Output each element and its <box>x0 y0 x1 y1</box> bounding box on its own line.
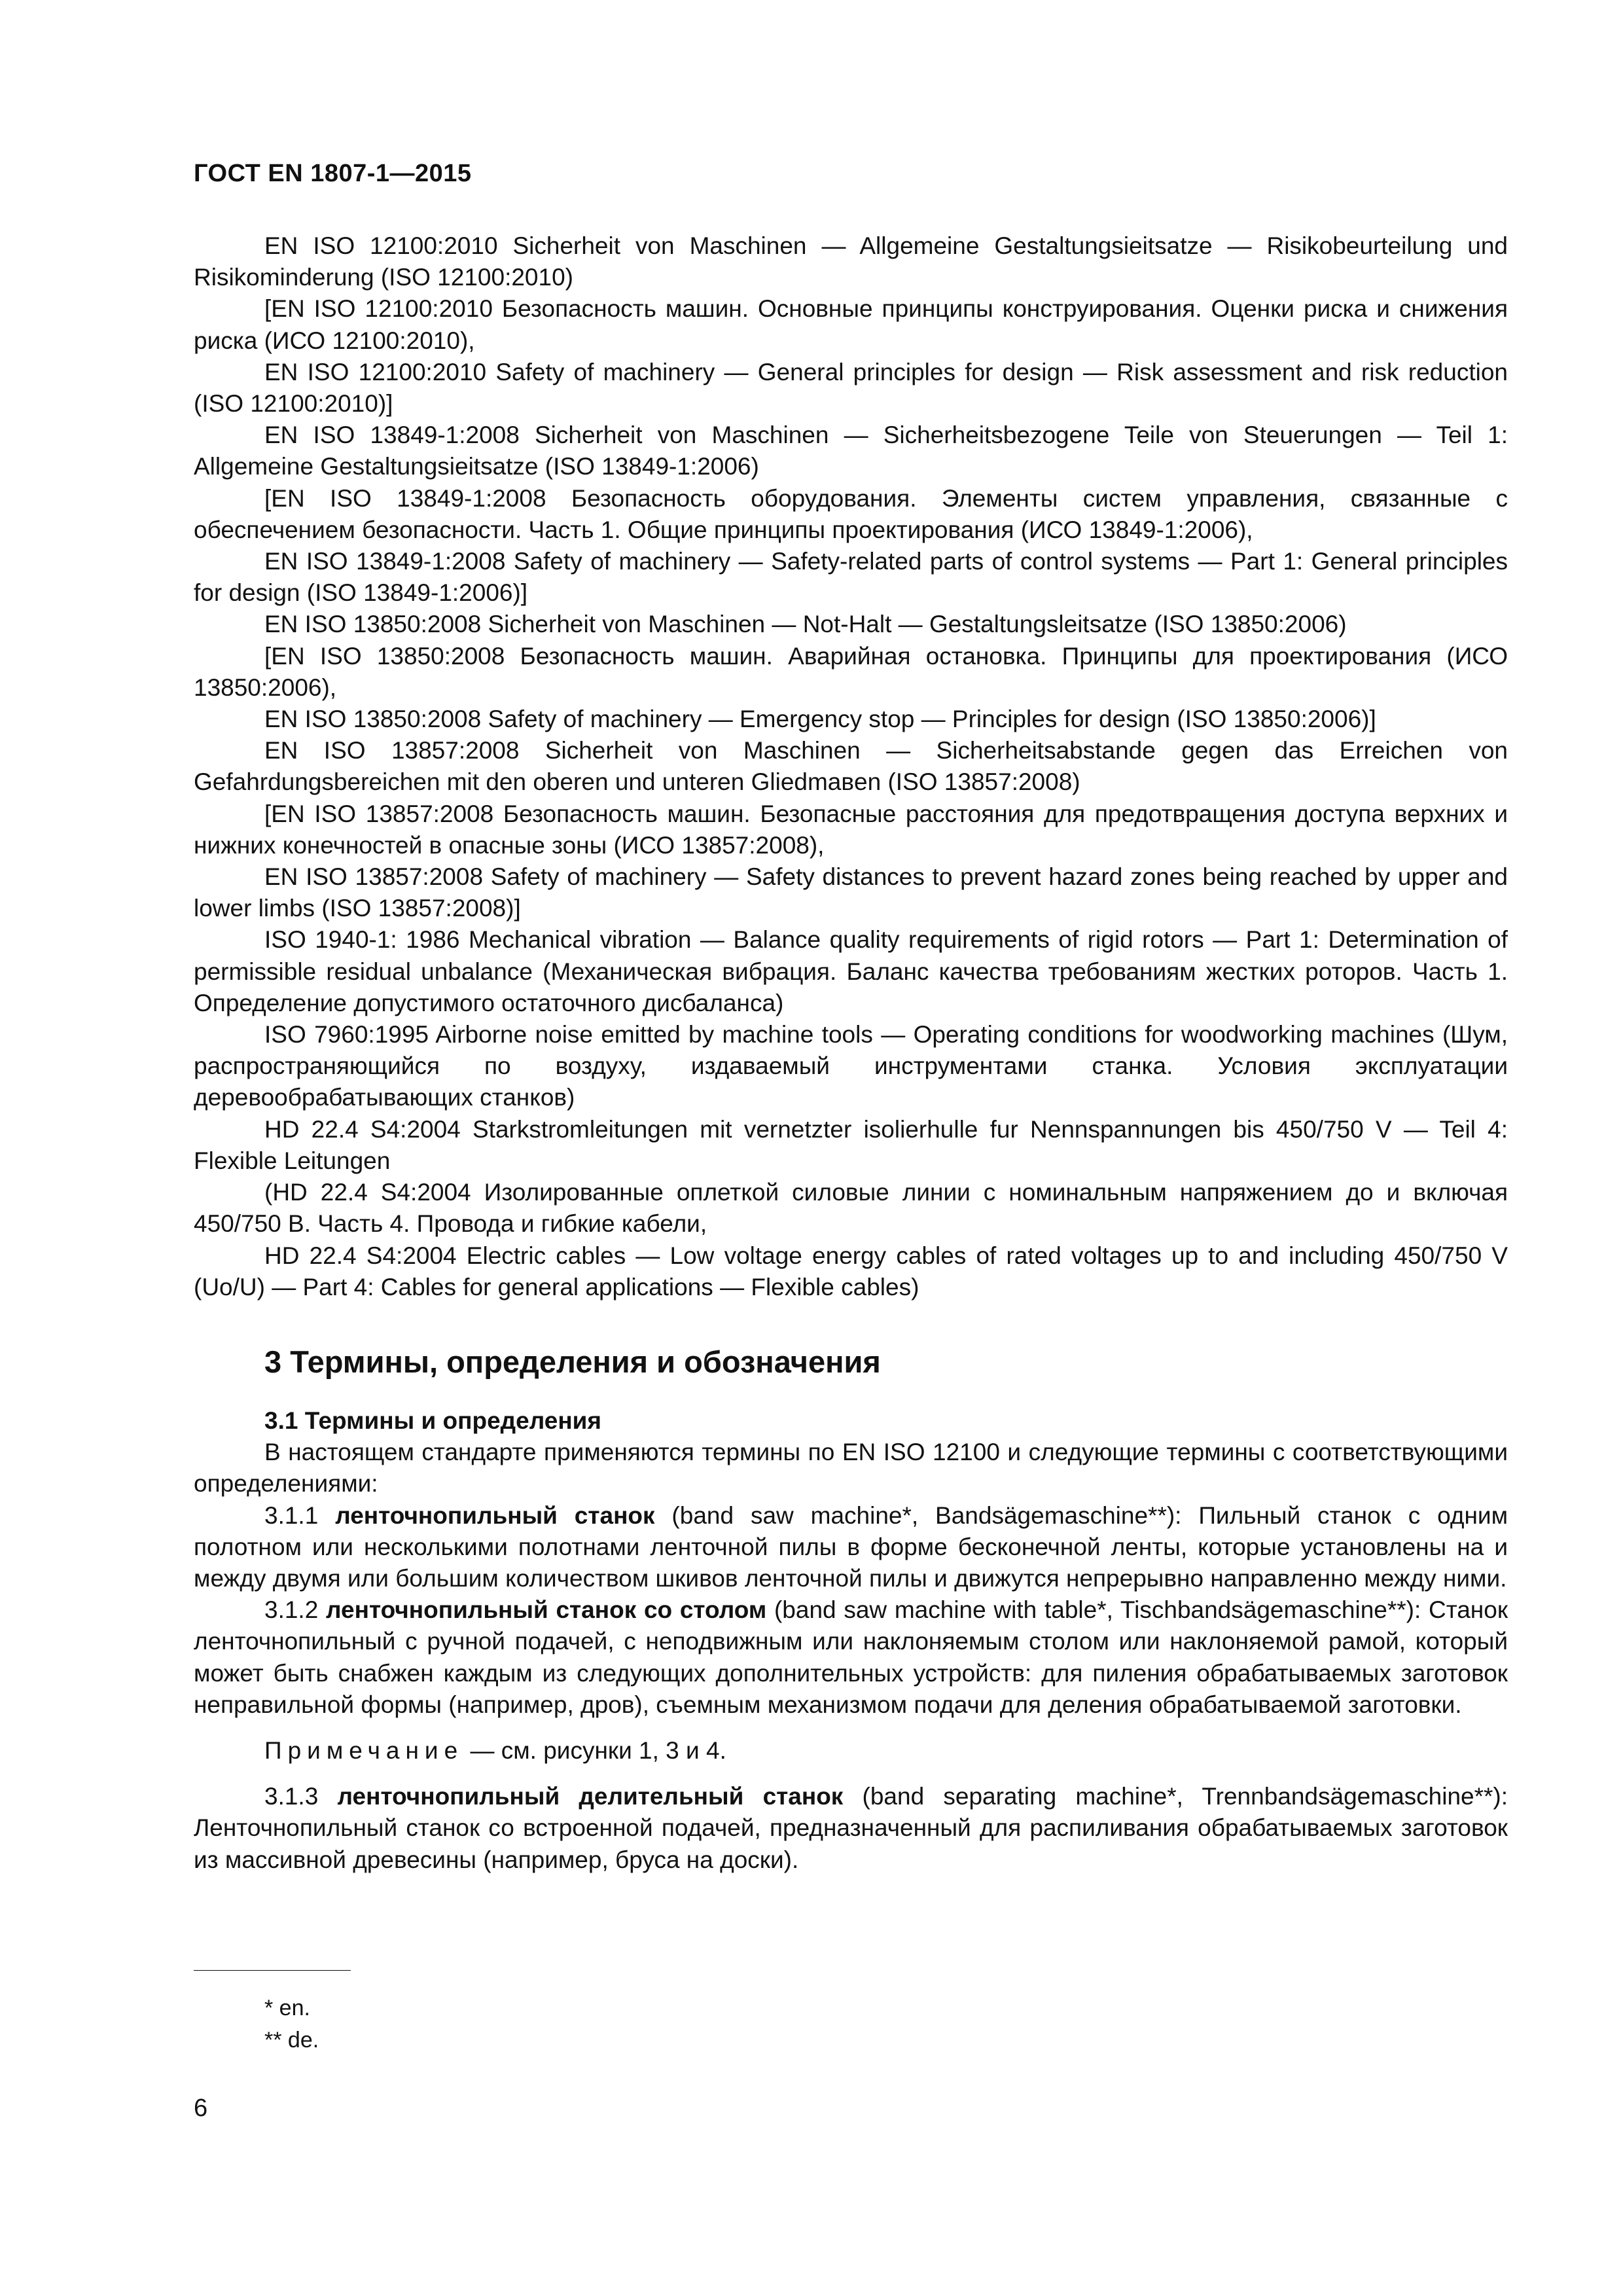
reference-paragraph: [EN ISO 13857:2008 Безопасность машин. Безопасные расстояния для предотвращения доступа верхних и нижних конечностей в опасные зоны (ИСО 13857:2008), <box>194 800 1508 859</box>
term-definition-3-1-1 <box>194 1500 1508 1595</box>
reference-paragraph: EN ISO 13850:2008 Safety of machinery — Emergency stop — Principles for design (ISO 13850:2006)] <box>264 706 1376 733</box>
reference-paragraph: EN ISO 12100:2010 Sicherheit von Maschinen — Allgemeine Gestaltungsieitsatze — Risikobeurteilung und Risikominderung (ISO 12100:2010) <box>194 232 1508 291</box>
note-label: Примечание <box>264 1736 464 1764</box>
subsection-title: 3.1 Термины и определения <box>264 1407 602 1434</box>
section-title: 3 Термины, определения и обозначения <box>264 1344 881 1379</box>
reference-paragraph: [EN ISO 13849-1:2008 Безопасность оборудования. Элементы систем управления, связанные с обеспечением безопасности. Часть 1. Общие принципы проектирования (ИСО 13849-1:2006), <box>194 484 1508 543</box>
reference-paragraph: EN ISO 12100:2010 Safety of machinery — General principles for design — Risk assessment and risk reduction (ISO 12100:2010)] <box>194 358 1508 418</box>
intro-paragraph: В настоящем стандарте применяются термины по EN ISO 12100 и следующие термины с соответствующими определениями: <box>194 1439 1508 1498</box>
reference-paragraph: [EN ISO 12100:2010 Безопасность машин. Основные принципы конструирования. Оценки риска и снижения риска (ИСО 12100:2010), <box>194 295 1508 354</box>
reference-paragraph: EN ISO 13849-1:2008 Sicherheit von Maschinen — Sicherheitsbezogene Teile von Steuerungen — Teil 1: Allgemeine Gestaltungsieitsatze (ISO 13849-1:2006) <box>194 422 1508 480</box>
reference-paragraph: EN ISO 13857:2008 Sicherheit von Maschinen — Sicherheitsabstande gegen das Erreichen von Gefahrdungsbereichen mit den oberen und unteren Gliedmaвen (ISO 13857:2008) <box>194 737 1508 796</box>
term-text: (band separating machine*, Trennbandsägemaschine**): Ленточнопильный станок со встроенной подачей, предназначенный для распиливания обрабатываемых заготовок из массивной древесины (например, бруса на доски). <box>194 1783 1508 1873</box>
note-text: — см. рисунки 1, 3 и 4. <box>463 1736 726 1764</box>
term-text: (band saw machine with table*, Tischbandsägemaschine**): Станок ленточнопильный с ручной подачей, с неподвижным или наклоняемым столом или наклоняемой рамой, который может быть снабжен каждым из следующих дополнительных устройств: для пиления обрабатываемых заготовок неправильной формы (например, дров), съемным механизмом подачи для деления обрабатываемой заготовки. <box>194 1596 1508 1718</box>
footnote-divider <box>194 1970 351 1971</box>
term-number: 3.1.1 <box>264 1501 336 1529</box>
term-name: ленточнопильный станок <box>335 1501 655 1529</box>
term-definition-3-1-3 <box>194 1781 1508 1876</box>
term-text: (band saw machine*, Bandsägemaschine**): Пильный станок с одним полотном или несколькими полотнами ленточной пилы в форме бесконечной ленты, которые установлены на и между двумя или большим количеством шкивов ленточной пилы и движутся непрерывно направленно между ними. <box>194 1501 1508 1592</box>
term-definition-3-1-2 <box>194 1594 1508 1721</box>
reference-paragraph: HD 22.4 S4:2004 Electric cables — Low voltage energy cables of rated voltages up to and including 450/750 V (Uo/U) — Part 4: Cables for general applications — Flexible cables) <box>194 1242 1508 1300</box>
reference-paragraph: EN ISO 13849-1:2008 Safety of machinery — Safety-related parts of control systems — Part 1: General principles for design (ISO 13849-1:2006)] <box>194 548 1508 607</box>
footnote: ** de. <box>264 2028 319 2053</box>
term-number: 3.1.3 <box>264 1783 338 1810</box>
footnote: * en. <box>264 1996 310 2020</box>
document-header: ГОСТ EN 1807-1—2015 <box>194 160 472 187</box>
reference-paragraph: [EN ISO 13850:2008 Безопасность машин. Аварийная остановка. Принципы для проектирования (ИСО 13850:2006), <box>194 642 1508 701</box>
reference-paragraph: (HD 22.4 S4:2004 Изолированные оплеткой силовые линии с номинальным напряжением до и включая 450/750 В. Часть 4. Провода и гибкие кабели, <box>194 1179 1508 1238</box>
footnotes <box>264 1992 319 2056</box>
term-number: 3.1.2 <box>264 1596 327 1624</box>
reference-paragraph: EN ISO 13850:2008 Sicherheit von Maschinen — Not-Halt — Gestaltungsleitsatze (ISO 13850:2006) <box>264 611 1347 638</box>
reference-paragraph: HD 22.4 S4:2004 Starkstromleitungen mit vernetzter isolierhulle fur Nennspannungen bis 450/750 V — Teil 4: Flexible Leitungen <box>194 1115 1508 1174</box>
reference-paragraph: EN ISO 13857:2008 Safety of machinery — Safety distances to prevent hazard zones being reached by upper and lower limbs (ISO 13857:2008)] <box>194 863 1508 922</box>
page-number: 6 <box>194 2094 208 2122</box>
reference-paragraph: ISO 7960:1995 Airborne noise emitted by machine tools — Operating conditions for woodworking machines (Шум, распространяющийся по воздуху, издаваемый инструментами станка. Условия эксплуатации деревообрабатывающих станков) <box>194 1021 1508 1111</box>
note-paragraph <box>194 1735 1508 1767</box>
term-name: ленточнопильный делительный станок <box>337 1783 844 1810</box>
term-name: ленточнопильный станок со столом <box>326 1596 767 1624</box>
reference-paragraph: ISO 1940-1: 1986 Mechanical vibration — Balance quality requirements of rigid rotors — Part 1: Determination of permissible residual unbalance (Механическая вибрация. Баланс качества требованиям жестких роторов. Часть 1. Определение допустимого остаточного дисбаланса) <box>194 926 1508 1016</box>
body-text <box>194 230 1508 1876</box>
